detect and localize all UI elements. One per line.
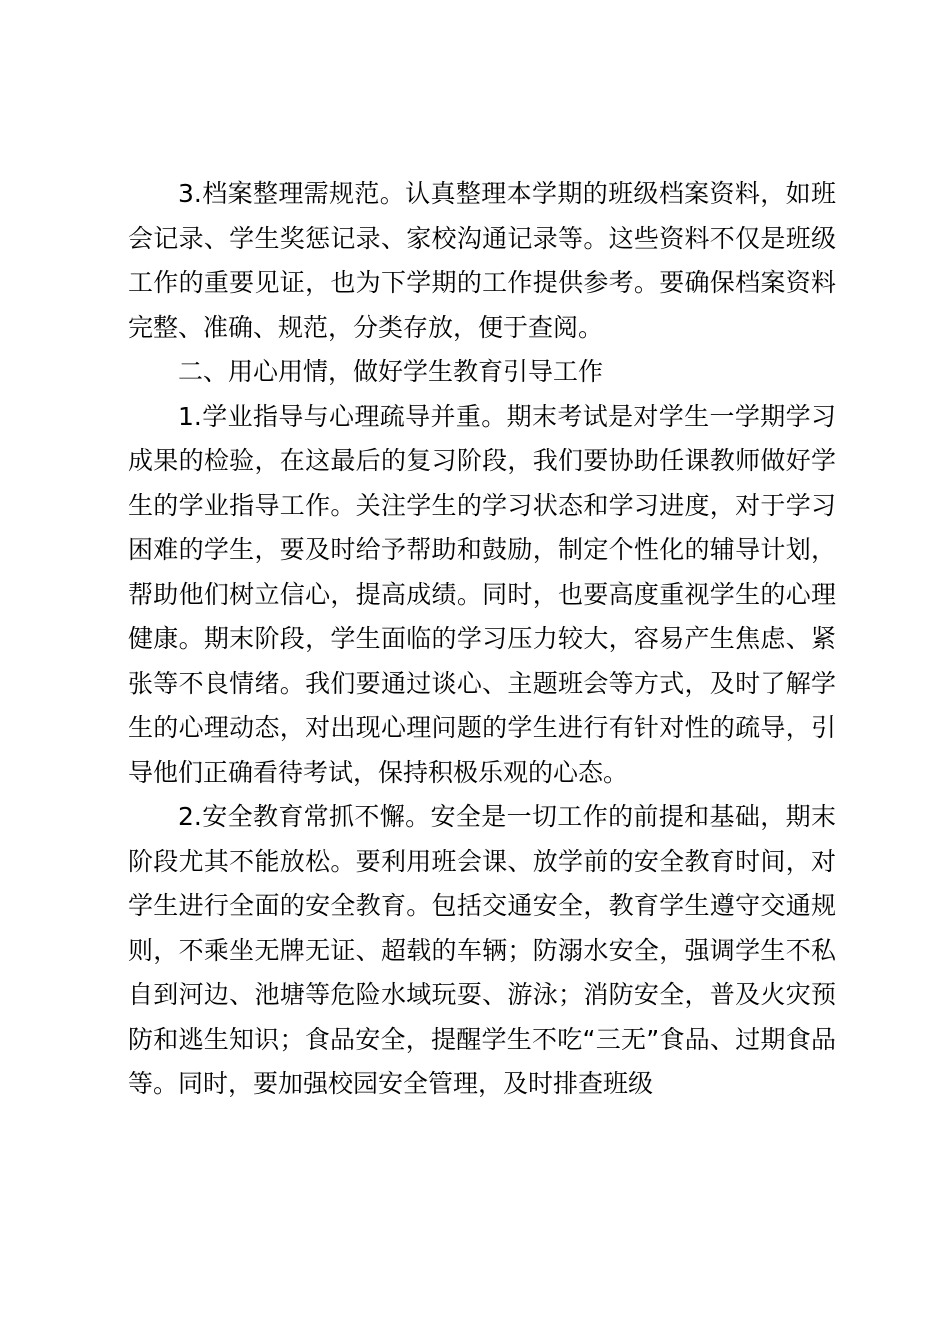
paragraph-archive-management: 3.档案整理需规范。认真整理本学期的班级档案资料，如班会记录、学生奖惩记录、家校沟通记录等。这些资料不仅是班级工作的重要见证，也为下学期的工作提供参考。要确保档案资料完整、准确、规范，分类存放，便于查阅。 <box>128 179 836 342</box>
paragraph-academic-guidance: 1.学业指导与心理疏导并重。期末考试是对学生一学期学习成果的检验，在这最后的复习阶段，我们要协助任课教师做好学生的学业指导工作。关注学生的学习状态和学习进度，对于学习困难的学生，要及时给予帮助和鼓励，制定个性化的辅导计划，帮助他们树立信心，提高成绩。同时，也要高度重视学生的心理健康。期末阶段，学生面临的学习压力较大，容易产生焦虑、紧张等不良情绪。我们要通过谈心、主题班会等方式，及时了解学生的心理动态，对出现心理问题的学生进行有针对性的疏导，引导他们正确看待考试，保持积极乐观的心态。 <box>128 401 836 787</box>
document-body <box>128 172 836 1107</box>
section-heading: 二、用心用情，做好学生教育引导工作 <box>178 357 604 386</box>
paragraph-safety-education: 2.安全教育常抓不懈。安全是一切工作的前提和基础，期末阶段尤其不能放松。要利用班会课、放学前的安全教育时间，对学生进行全面的安全教育。包括交通安全，教育学生遵守交通规则，不乘坐无牌无证、超载的车辆；防溺水安全，强调学生不私自到河边、池塘等危险水域玩耍、游泳；消防安全，普及火灾预防和逃生知识；食品安全，提醒学生不吃“三无”食品、过期食品等。同时，要加强校园安全管理，及时排查班级 <box>128 802 836 1098</box>
